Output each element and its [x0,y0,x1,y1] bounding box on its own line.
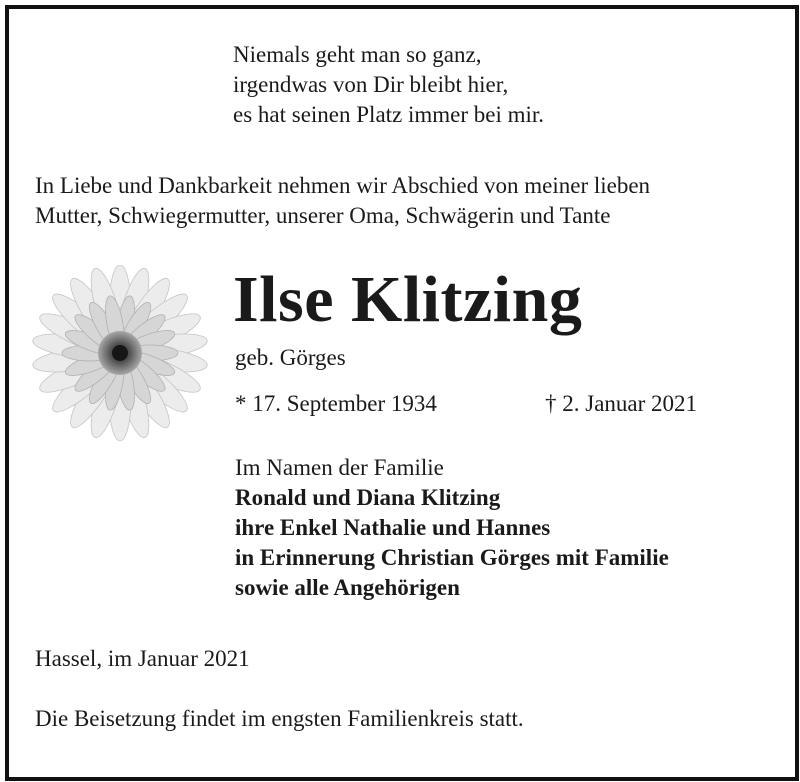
family-signature [235,453,669,603]
deceased-name: Ilse Klitzing [233,263,583,336]
family-member: sowie alle Angehörigen [235,575,460,600]
poem-line: es hat seinen Platz immer bei mir. [233,102,545,127]
gerbera-flower-icon [28,265,213,450]
intro-text [35,171,650,231]
intro-line: In Liebe und Dankbarkeit nehmen wir Abschied von meiner lieben [35,173,651,198]
poem-line: Niemals geht man so ganz, [233,42,482,67]
birth-date: * 17. September 1934 [235,391,437,416]
birth-name: geb. Görges [235,345,346,370]
funeral-note: Die Beisetzung findet im engsten Familienkreis statt. [35,706,524,731]
family-member: in Erinnerung Christian Görges mit Familie [235,545,669,570]
family-member: Ronald und Diana Klitzing [235,485,501,510]
poem [233,40,544,130]
death-date: † 2. Januar 2021 [545,391,698,416]
family-member: ihre Enkel Nathalie und Hannes [235,515,551,540]
family-intro: Im Namen der Familie [235,455,444,480]
poem-line: irgendwas von Dir bleibt hier, [233,72,509,97]
intro-line: Mutter, Schwiegermutter, unserer Oma, Schwägerin und Tante [35,203,611,228]
place-date: Hassel, im Januar 2021 [35,646,250,671]
